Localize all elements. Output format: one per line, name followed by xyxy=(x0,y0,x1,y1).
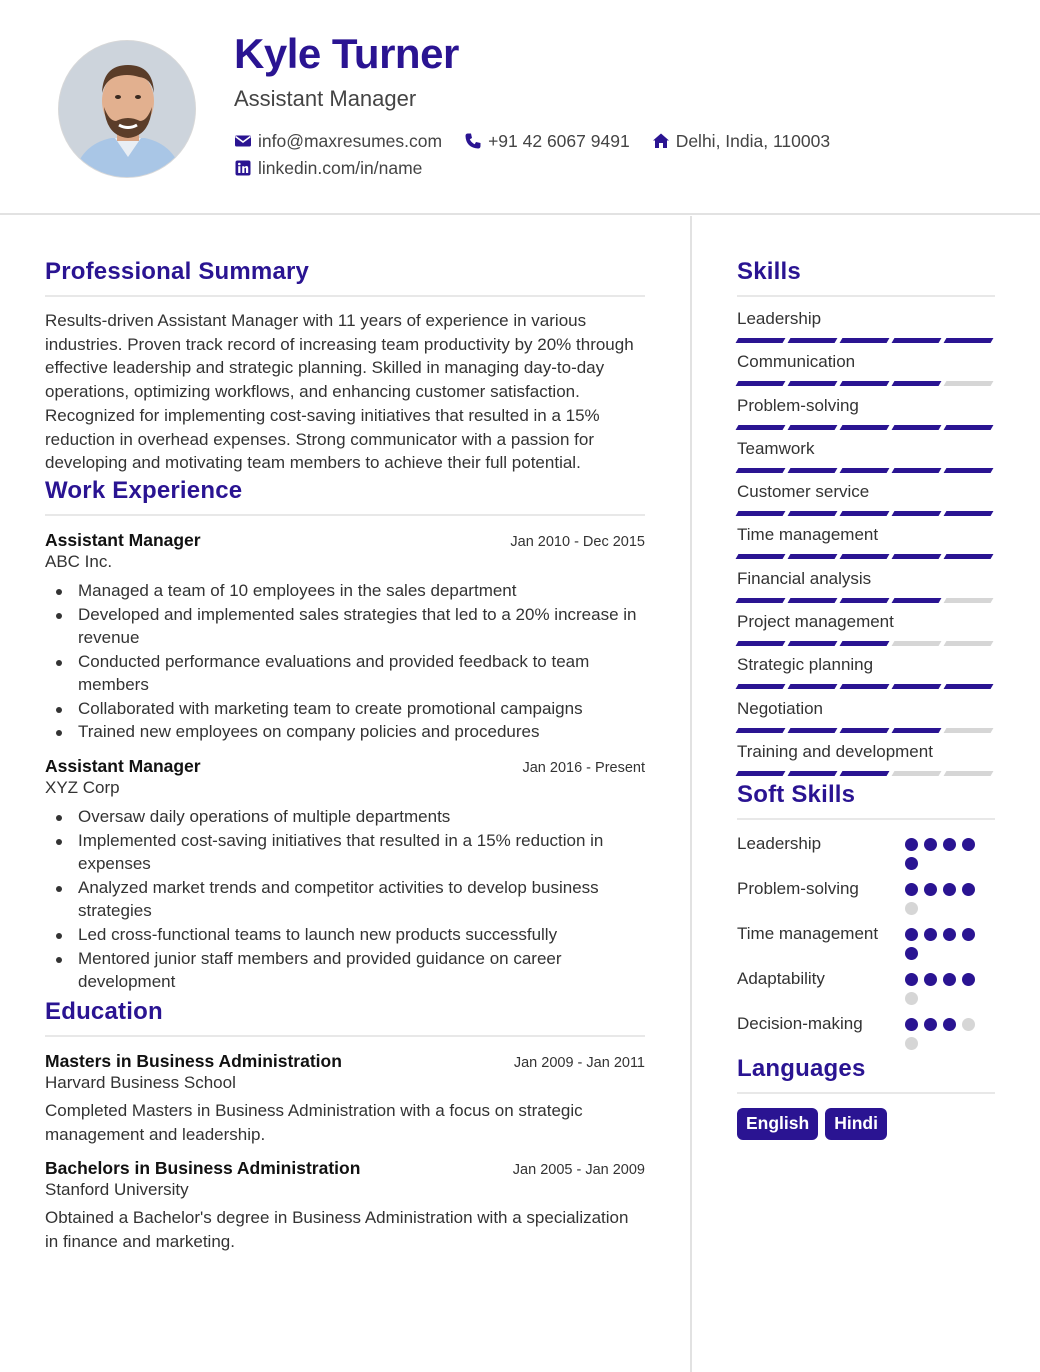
skill-level-segment xyxy=(892,425,942,430)
soft-skill-name: Adaptability xyxy=(737,969,825,989)
skill-level-segment xyxy=(788,468,838,473)
skill-level-segment xyxy=(944,684,994,689)
job-entry xyxy=(45,756,645,994)
rating-dot xyxy=(943,973,956,986)
skill-level-segment xyxy=(840,425,890,430)
skill-level-segment xyxy=(840,381,890,386)
skill-level-segment xyxy=(944,425,994,430)
skill-name: Problem-solving xyxy=(737,395,859,415)
skill-level-segment xyxy=(736,511,786,516)
rating-dot xyxy=(943,883,956,896)
job-company: XYZ Corp xyxy=(45,778,120,798)
skill-name: Negotiation xyxy=(737,698,824,718)
summary-text: Results-driven Assistant Manager with 11 years of experience in various industries. Proven track record of increasing team productivity by 20% through effective leadership and strategic planning. Skilled in managing day-to-day operations, optimizing workflows, and enhancing customer satisfaction. Recognized for implementing cost-saving initiatives that resulted in a 15% reduction in overhead expenses. Strong communicator with a passion for developing and motivating team members to achieve their full potential. xyxy=(45,311,634,473)
soft-skill-rating xyxy=(905,922,985,960)
rating-dot xyxy=(943,838,956,851)
education-entry xyxy=(45,1051,645,1146)
linkedin-text: linkedin.com/in/name xyxy=(258,157,423,178)
education-dates: Jan 2005 - Jan 2009 xyxy=(512,1162,645,1179)
phone-icon xyxy=(464,132,482,150)
location-text: Delhi, India, 110003 xyxy=(675,130,831,151)
skill-level-segment xyxy=(840,641,890,646)
rating-dot xyxy=(962,973,975,986)
job-bullet: Mentored junior staff members and provided guidance on career development xyxy=(78,947,645,994)
candidate-role: Assistant Manager xyxy=(234,86,417,111)
skill-level-bar xyxy=(737,728,995,733)
skill-level-segment xyxy=(736,728,786,733)
job-bullet: Analyzed market trends and competitor activities to develop business strategies xyxy=(78,876,645,923)
school-name: Stanford University xyxy=(45,1180,189,1200)
soft-skill-name: Time management xyxy=(737,924,879,944)
rating-dot xyxy=(905,857,918,870)
degree-title: Bachelors in Business Administration xyxy=(45,1158,361,1179)
skill-name: Training and development xyxy=(737,741,933,761)
skill-level-segment xyxy=(840,771,890,776)
school-name: Harvard Business School xyxy=(45,1072,236,1092)
job-bullets xyxy=(45,579,645,744)
rating-dot xyxy=(905,947,918,960)
skill-level-segment xyxy=(892,684,942,689)
skill-level-segment xyxy=(892,641,942,646)
soft-skill-item xyxy=(737,877,995,915)
skill-name: Financial analysis xyxy=(737,568,872,588)
job-company: ABC Inc. xyxy=(45,551,113,571)
skill-level-segment xyxy=(944,381,994,386)
skill-level-segment xyxy=(736,598,786,603)
skill-level-segment xyxy=(788,381,838,386)
skill-level-bar xyxy=(737,511,995,516)
contact-linkedin[interactable] xyxy=(234,158,422,179)
rating-dot xyxy=(962,1018,975,1031)
job-dates: Jan 2010 - Dec 2015 xyxy=(510,533,645,550)
skill-name: Teamwork xyxy=(737,438,815,458)
job-title: Assistant Manager xyxy=(45,756,201,777)
languages-list xyxy=(737,1108,995,1140)
skill-level-bar xyxy=(737,425,995,430)
rating-dot xyxy=(905,973,918,986)
rating-dot xyxy=(924,928,937,941)
soft-skills-list xyxy=(737,832,995,1050)
skill-level-segment xyxy=(788,771,838,776)
skill-level-segment xyxy=(944,511,994,516)
skill-level-bar xyxy=(737,771,995,776)
skill-name: Communication xyxy=(737,352,856,372)
skill-item xyxy=(737,482,995,525)
education-header xyxy=(45,1158,645,1179)
job-bullet: Developed and implemented sales strategies that led to a 20% increase in revenue xyxy=(78,603,645,650)
skill-item xyxy=(737,612,995,655)
skill-level-segment xyxy=(736,771,786,776)
skill-level-bar xyxy=(737,468,995,473)
skill-item xyxy=(737,699,995,742)
phone-text: +91 42 6067 9491 xyxy=(488,130,630,151)
language-badge: English xyxy=(737,1108,818,1140)
rating-dot xyxy=(905,883,918,896)
job-bullet: Led cross-functional teams to launch new products successfully xyxy=(78,923,645,947)
skill-level-segment xyxy=(944,554,994,559)
skill-item xyxy=(737,352,995,395)
rating-dot xyxy=(905,1018,918,1031)
job-bullets xyxy=(45,805,645,994)
skill-level-segment xyxy=(892,511,942,516)
profile-photo xyxy=(58,40,196,178)
skill-level-segment xyxy=(944,338,994,343)
degree-title: Masters in Business Administration xyxy=(45,1050,342,1071)
rating-dot xyxy=(924,973,937,986)
skill-name: Leadership xyxy=(737,309,822,328)
skill-level-segment xyxy=(892,468,942,473)
candidate-name: Kyle Turner xyxy=(234,30,459,77)
soft-skill-rating xyxy=(905,967,985,1005)
soft-skill-name: Problem-solving xyxy=(737,879,859,899)
contact-block xyxy=(234,129,852,183)
summary-heading: Professional Summary xyxy=(45,258,645,297)
rating-dot xyxy=(905,902,918,915)
rating-dot xyxy=(962,883,975,896)
skill-level-segment xyxy=(840,728,890,733)
job-bullet: Implemented cost-saving initiatives that resulted in a 15% reduction in expenses xyxy=(78,829,645,876)
rating-dot xyxy=(943,928,956,941)
skill-level-bar xyxy=(737,554,995,559)
skill-name: Strategic planning xyxy=(737,655,874,675)
email-text: info@maxresumes.com xyxy=(258,130,443,151)
soft-skills-heading: Soft Skills xyxy=(737,781,995,820)
skills-heading: Skills xyxy=(737,258,995,297)
contact-location xyxy=(652,131,830,152)
job-bullet: Oversaw daily operations of multiple departments xyxy=(78,805,645,829)
soft-skill-item xyxy=(737,922,995,960)
soft-skill-rating xyxy=(905,832,985,870)
soft-skill-rating xyxy=(905,1012,985,1050)
education-description: Obtained a Bachelor's degree in Business Administration with a specialization in finance and marketing. xyxy=(45,1208,629,1251)
column-divider xyxy=(690,216,692,1372)
skill-level-segment xyxy=(944,641,994,646)
skill-level-segment xyxy=(840,511,890,516)
education-dates: Jan 2009 - Jan 2011 xyxy=(513,1054,645,1071)
envelope-icon xyxy=(234,132,252,150)
linkedin-icon xyxy=(234,159,252,177)
skill-level-segment xyxy=(892,338,942,343)
job-header xyxy=(45,530,645,551)
skill-level-segment xyxy=(788,338,838,343)
skills-list xyxy=(737,309,995,785)
job-bullet: Trained new employees on company policies and procedures xyxy=(78,720,645,744)
skill-level-segment xyxy=(736,468,786,473)
skill-item xyxy=(737,439,995,482)
skill-level-segment xyxy=(892,381,942,386)
skill-level-segment xyxy=(788,511,838,516)
skill-level-segment xyxy=(736,338,786,343)
skill-level-segment xyxy=(892,771,942,776)
language-badge: Hindi xyxy=(825,1108,887,1140)
skill-level-bar xyxy=(737,338,995,343)
soft-skill-item xyxy=(737,832,995,870)
skill-item xyxy=(737,309,995,352)
rating-dot xyxy=(924,838,937,851)
rating-dot xyxy=(905,928,918,941)
soft-skill-name: Leadership xyxy=(737,834,822,854)
skill-name: Customer service xyxy=(737,482,870,502)
job-bullet: Managed a team of 10 employees in the sales department xyxy=(78,579,645,603)
job-entry xyxy=(45,530,645,744)
skill-item xyxy=(737,396,995,439)
languages-heading: Languages xyxy=(737,1055,995,1094)
skill-level-segment xyxy=(788,425,838,430)
skill-item xyxy=(737,655,995,698)
rating-dot xyxy=(905,838,918,851)
skill-level-segment xyxy=(840,554,890,559)
contact-phone[interactable] xyxy=(464,131,630,152)
skill-level-segment xyxy=(736,381,786,386)
skill-level-segment xyxy=(840,468,890,473)
education-description: Completed Masters in Business Administration with a focus on strategic management and leadership. xyxy=(45,1100,583,1144)
skill-level-segment xyxy=(944,728,994,733)
job-header xyxy=(45,756,645,777)
soft-skill-item xyxy=(737,967,995,1005)
rating-dot xyxy=(924,883,937,896)
skill-level-segment xyxy=(892,598,942,603)
skill-level-segment xyxy=(736,554,786,559)
education-list xyxy=(45,1051,645,1254)
contact-email[interactable] xyxy=(234,131,442,152)
skill-level-bar xyxy=(737,684,995,689)
education-entry xyxy=(45,1158,645,1253)
skill-level-segment xyxy=(840,684,890,689)
skill-level-segment xyxy=(736,425,786,430)
rating-dot xyxy=(905,992,918,1005)
rating-dot xyxy=(943,1018,956,1031)
rating-dot xyxy=(924,1018,937,1031)
skill-level-segment xyxy=(892,554,942,559)
job-title: Assistant Manager xyxy=(45,529,201,550)
education-heading: Education xyxy=(45,998,645,1037)
skill-level-segment xyxy=(788,728,838,733)
skill-level-segment xyxy=(840,338,890,343)
skill-level-segment xyxy=(944,598,994,603)
skill-item xyxy=(737,742,995,785)
education-header xyxy=(45,1051,645,1072)
job-bullet: Conducted performance evaluations and provided feedback to team members xyxy=(78,650,645,697)
job-dates: Jan 2016 - Present xyxy=(522,760,645,777)
soft-skill-name: Decision-making xyxy=(737,1014,863,1034)
skill-level-bar xyxy=(737,381,995,386)
home-icon xyxy=(652,132,670,150)
resume-header xyxy=(0,0,1040,215)
skill-level-segment xyxy=(788,641,838,646)
skill-level-segment xyxy=(736,684,786,689)
skill-level-segment xyxy=(892,728,942,733)
skill-level-bar xyxy=(737,641,995,646)
skill-level-bar xyxy=(737,598,995,603)
soft-skill-rating xyxy=(905,877,985,915)
skill-level-segment xyxy=(944,771,994,776)
skill-name: Project management xyxy=(737,612,894,632)
skill-item xyxy=(737,525,995,568)
skill-level-segment xyxy=(788,598,838,603)
skill-level-segment xyxy=(788,554,838,559)
skill-level-segment xyxy=(840,598,890,603)
skill-level-segment xyxy=(736,641,786,646)
experience-list xyxy=(45,530,645,994)
main-column xyxy=(45,258,645,1266)
rating-dot xyxy=(962,928,975,941)
rating-dot xyxy=(962,838,975,851)
job-bullet: Collaborated with marketing team to create promotional campaigns xyxy=(78,697,645,721)
skill-level-segment xyxy=(788,684,838,689)
soft-skill-item xyxy=(737,1012,995,1050)
sidebar-column xyxy=(737,258,995,1140)
skill-level-segment xyxy=(944,468,994,473)
skill-item xyxy=(737,569,995,612)
experience-heading: Work Experience xyxy=(45,477,645,516)
rating-dot xyxy=(905,1037,918,1050)
skill-name: Time management xyxy=(737,525,879,545)
